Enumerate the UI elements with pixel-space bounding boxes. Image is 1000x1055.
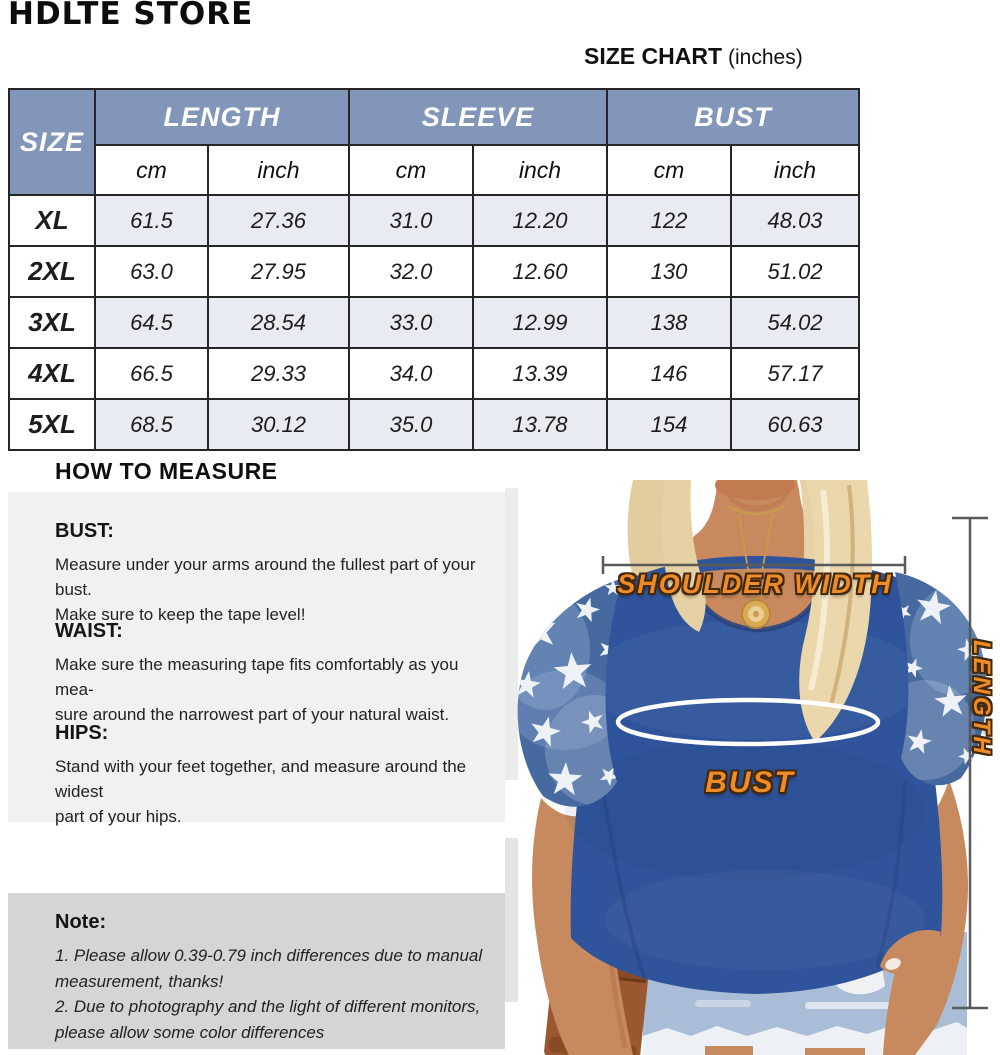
measure-section-line: sure around the narrowest part of your natural waist. — [55, 705, 450, 724]
size-table-cell: 35.0 — [349, 399, 473, 450]
size-row-label: 4XL — [9, 348, 95, 399]
size-table-cell: 34.0 — [349, 348, 473, 399]
column-header-size: SIZE — [9, 89, 95, 195]
size-row-label: 3XL — [9, 297, 95, 348]
table-row — [9, 195, 859, 246]
measure-section-label: HIPS: — [55, 722, 109, 744]
measure-section-label: WAIST: — [55, 620, 123, 642]
size-table-cell: 66.5 — [95, 348, 208, 399]
size-chart-table — [8, 88, 860, 451]
measure-section-waist — [55, 620, 485, 727]
unit-header: cm — [95, 145, 208, 195]
column-header-sleeve: SLEEVE — [349, 89, 607, 145]
size-table-cell: 12.99 — [473, 297, 607, 348]
size-table-cell: 63.0 — [95, 246, 208, 297]
size-table-cell: 29.33 — [208, 348, 349, 399]
measure-section-line: Make sure the measuring tape fits comfortably as you mea- — [55, 655, 459, 699]
table-unit-header-row — [9, 145, 859, 195]
measure-section-label: BUST: — [55, 520, 114, 542]
note-title: Note: — [55, 911, 107, 933]
size-row-label: 2XL — [9, 246, 95, 297]
size-table-cell: 64.5 — [95, 297, 208, 348]
size-table-cell: 27.95 — [208, 246, 349, 297]
size-table-body — [9, 195, 859, 450]
size-table-cell: 33.0 — [349, 297, 473, 348]
table-row — [9, 348, 859, 399]
unit-header: cm — [607, 145, 731, 195]
size-table-cell: 68.5 — [95, 399, 208, 450]
note-line: 1. Please allow 0.39-0.79 inch differences due to manual — [55, 946, 483, 965]
size-row-label: XL — [9, 195, 95, 246]
store-name: HDLTE STORE — [8, 0, 254, 32]
column-header-length: LENGTH — [95, 89, 349, 145]
size-table-cell: 27.36 — [208, 195, 349, 246]
size-table-cell: 13.39 — [473, 348, 607, 399]
size-chart-title — [584, 43, 803, 70]
unit-header: inch — [208, 145, 349, 195]
measure-section-line: Stand with your feet together, and measure around the widest — [55, 757, 467, 801]
size-table-cell: 28.54 — [208, 297, 349, 348]
size-chart-title-text: SIZE CHART — [584, 43, 722, 69]
note-lines — [55, 943, 485, 1045]
size-table-cell: 32.0 — [349, 246, 473, 297]
unit-header: inch — [731, 145, 859, 195]
length-label: LENGTH — [968, 640, 995, 757]
size-table-cell: 154 — [607, 399, 731, 450]
size-table-cell: 130 — [607, 246, 731, 297]
size-table-cell: 12.60 — [473, 246, 607, 297]
how-to-measure-title: HOW TO MEASURE — [55, 458, 278, 484]
size-table-cell: 51.02 — [731, 246, 859, 297]
photo-edge-strip — [505, 488, 518, 780]
size-table-cell: 61.5 — [95, 195, 208, 246]
size-table-cell: 138 — [607, 297, 731, 348]
shoulder-width-label: SHOULDER WIDTH — [617, 569, 893, 599]
size-table-cell: 12.20 — [473, 195, 607, 246]
note-line: please allow some color differences — [55, 1022, 325, 1042]
column-header-bust: BUST — [607, 89, 859, 145]
unit-header: inch — [473, 145, 607, 195]
measure-section-line: Measure under your arms around the fullest part of your bust. — [55, 555, 476, 599]
size-table-cell: 13.78 — [473, 399, 607, 450]
size-row-label: 5XL — [9, 399, 95, 450]
table-row — [9, 246, 859, 297]
table-group-header-row — [9, 89, 859, 145]
size-table-cell: 146 — [607, 348, 731, 399]
size-table-cell: 30.12 — [208, 399, 349, 450]
bust-label: BUST — [705, 766, 795, 799]
note-line: measurement, thanks! — [55, 971, 224, 991]
measure-section-hips — [55, 722, 485, 829]
size-table-cell: 31.0 — [349, 195, 473, 246]
measure-section-line: Make sure to keep the tape level! — [55, 605, 306, 624]
table-row — [9, 399, 859, 450]
unit-header: cm — [349, 145, 473, 195]
size-chart-title-units: (inches) — [728, 46, 803, 69]
note-line: 2. Due to photography and the light of different monitors, — [55, 997, 481, 1016]
size-table-cell: 57.17 — [731, 348, 859, 399]
size-table-cell: 54.02 — [731, 297, 859, 348]
photo-edge-strip — [505, 838, 518, 1002]
how-to-measure-panel — [8, 492, 508, 826]
size-table-cell: 122 — [607, 195, 731, 246]
size-table-cell: 60.63 — [731, 399, 859, 450]
note-panel — [8, 893, 508, 1049]
size-table-cell: 48.03 — [731, 195, 859, 246]
table-row — [9, 297, 859, 348]
measure-section-bust — [55, 520, 485, 627]
product-photo — [505, 480, 1000, 1055]
measure-section-line: part of your hips. — [55, 807, 182, 826]
